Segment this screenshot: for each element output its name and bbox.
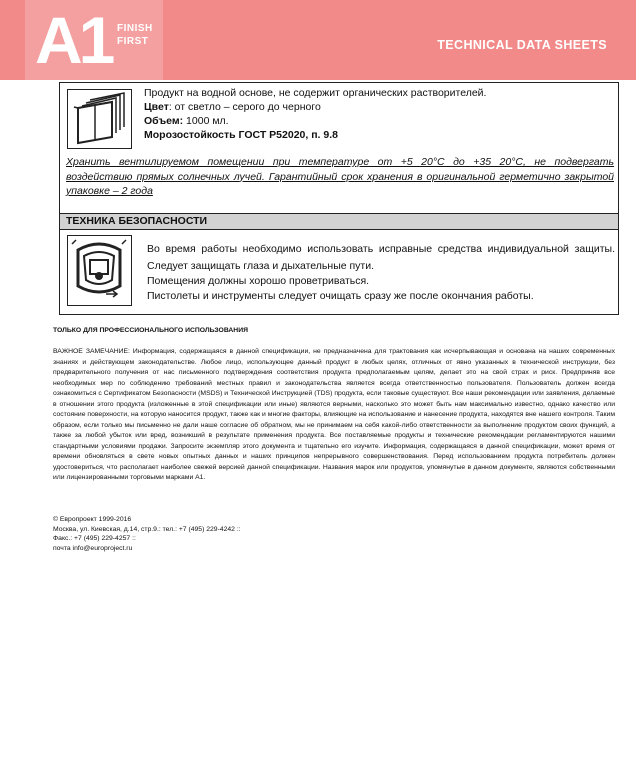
header-title: TECHNICAL DATA SHEETS [437, 38, 607, 52]
safety-line-3: Помещения должны хорошо проветриваться. [147, 275, 370, 287]
color-label: Цвет [144, 101, 169, 113]
important-notice: ВАЖНОЕ ЗАМЕЧАНИЕ: Информация, содержащаяся в данной спецификации, не предназначена для трактования как исчерпывающая и основана на наших современных знаниях и действующем законодательстве. Любое лицо, использующее данный продукт в любых целях, отличных от явно указанных в технической инструкции, без предварительного получения от нас письменного подтверждения соответствия продукта предполагаемым целям, делает это на свой страх и риск. Предприняв все необходимых мер по соблюдению требований местных правил и законодательства является всегда ответственностью пользователя. Пользователь должен всегда ознакомиться с Сертификатом Безопасности (MSDS) и Технической Инструкцией (TDS) продукта, если таковые существуют. Все наши рекомендации или заявления, делаемые в отношении этого продукта (изложенные в этой спецификации или иные) являются верными, насколько это может быть нам максимально известно, однако качество или состояние поверхности, на которую наносится продукт, также как и многие факторы, влияющие на использование и нанесение продукта, находятся вне нашего контроля. Таким образом, если только мы письменно не дали наше согласие об обратном, мы не принимаем на себя какой-либо ответственности за выполнение продуктом своих функций, а также за любой убыток или вред, возникший в результате применения продукта. Все поставляемые продукты и технические рекомендации регламентируются нашими стандартными условиями продажи. Запросите экземпляр этого документа и тщательно его изучите. Информация, содержащаяся в данной спецификации, может время от времени обновляться в свете новых опытных данных и наших принципов непрерывного совершенствования. Перед использованием продукта потребитель должен удостовериться, что располагает наиболее свежей версией данной спецификации. Названия марок или продуктов, упомянутые в данном документе, являются собственными или лицензированными торговыми марками А1. [53, 348, 615, 481]
product-description: Продукт на водной основе, не содержит органических растворителей. [144, 87, 487, 99]
copyright: © Европроект 1999-2016 [53, 516, 132, 523]
stacked-boxes-icon [67, 89, 132, 149]
brand-logo [25, 0, 163, 80]
safety-title: ТЕХНИКА БЕЗОПАСНОСТИ [66, 215, 208, 227]
frost-resistance: Морозостойкость ГОСТ Р52020, п. 9.8 [144, 129, 338, 141]
logo-tagline-1: FINISH [117, 23, 153, 34]
logo-tagline-2: FIRST [117, 36, 149, 47]
color-value: : от светло – серого до черного [168, 101, 321, 113]
fax: Факс.: +7 (495) 229-4257 :: [53, 535, 136, 543]
page-header [0, 0, 636, 80]
safety-line-2: Следует защищать глаза и дыхательные пути. [147, 260, 375, 272]
safety-line-1: Во время работы необходимо использовать исправные средства индивидуальной защиты. [147, 243, 615, 255]
safety-line-4: Пистолеты и инструменты следует очищать сразу же после окончания работы. [147, 290, 534, 302]
safety-section-header [60, 213, 618, 230]
volume-label: Объем: [144, 115, 184, 127]
product-info-box [59, 82, 619, 315]
volume-value: 1000 мл. [183, 115, 229, 127]
product-volume [144, 115, 229, 127]
address-phone: Москва, ул. Киевская, д.14, стр.9.: тел.: +7 (495) 229-4242 :: [53, 525, 241, 533]
product-section [60, 83, 618, 211]
email: почта info@europroject.ru [53, 544, 133, 552]
protective-mask-icon [67, 235, 132, 306]
storage-conditions: Хранить вентилируемом помещении при температуре от +5 20°С до +35 20°С, не подвергать воздействию прямых солнечных лучей. Гарантийный срок хранения в оригинальной герметично закрытой упаковке – 2 года [66, 156, 614, 197]
professional-use-heading: ТОЛЬКО ДЛЯ ПРОФЕССИОНАЛЬНОГО ИСПОЛЬЗОВАНИЯ [53, 327, 248, 334]
contact-block [53, 515, 241, 553]
product-color [144, 101, 321, 113]
logo-mark: A1 [35, 3, 112, 77]
